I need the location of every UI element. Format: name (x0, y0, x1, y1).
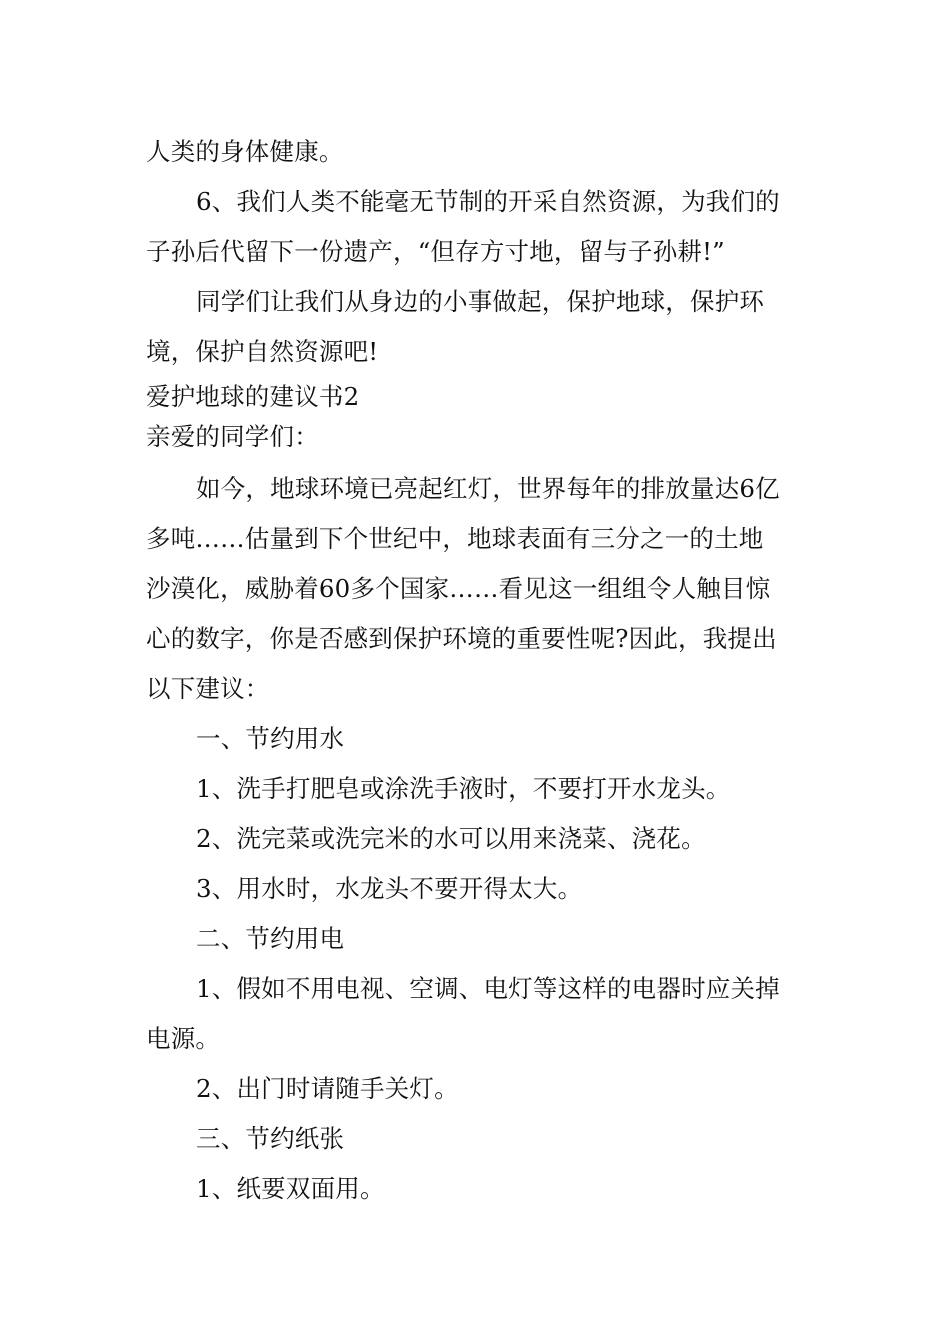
list-item: 3、用水时，水龙头不要开得太大。 (196, 874, 583, 903)
text-line: 如今，地球环境已亮起红灯，世界每年的排放量达6亿 (196, 474, 780, 503)
text-line: 多吨……估量到下个世纪中，地球表面有三分之一的土地 (146, 524, 764, 553)
section-heading: 爱护地球的建议书2 (146, 382, 360, 411)
list-item: 2、洗完菜或洗完米的水可以用来浇菜、浇花。 (196, 824, 706, 853)
list-item: 1、纸要双面用。 (196, 1174, 385, 1203)
text-line: 电源。 (146, 1024, 221, 1053)
list-item: 1、洗手打肥皂或涂洗手液时，不要打开水龙头。 (196, 774, 731, 803)
text-line: 同学们让我们从身边的小事做起，保护地球，保护环 (196, 287, 765, 316)
list-heading: 一、节约用水 (196, 724, 345, 753)
text-line: 人类的身体健康。 (146, 137, 344, 166)
list-item: 1、假如不用电视、空调、电灯等这样的电器时应关掉 (196, 974, 780, 1003)
text-line: 境，保护自然资源吧! (146, 337, 379, 366)
salutation: 亲爱的同学们： (146, 422, 319, 451)
text-line: 以下建议： (146, 674, 270, 703)
document-page (146, 122, 810, 1202)
list-heading: 二、节约用电 (196, 924, 345, 953)
text-line: 心的数字，你是否感到保护环境的重要性呢?因此，我提出 (146, 624, 777, 653)
text-line: 子孙后代留下一份遗产，“但存方寸地，留与子孙耕!” (146, 237, 725, 266)
text-line: 6、我们人类不能毫无节制的开采自然资源，为我们的 (196, 187, 780, 216)
list-item: 2、出门时请随手关灯。 (196, 1074, 459, 1103)
list-heading: 三、节约纸张 (196, 1124, 345, 1153)
text-line: 沙漠化，威胁着60多个国家……看见这一组组令人触目惊 (146, 574, 771, 603)
